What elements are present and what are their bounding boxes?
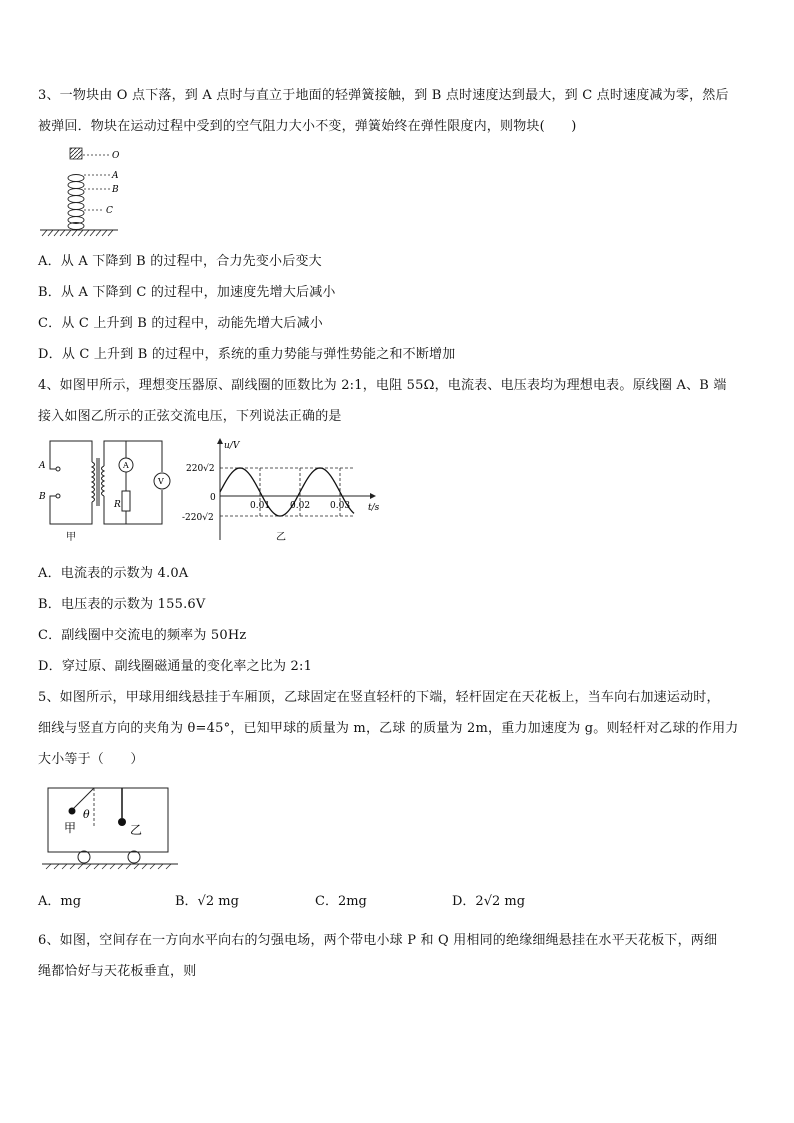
q4-stem-line1: 4、如图甲所示，理想变压器原、副线圈的匝数比为 2:1，电阻 55Ω，电流表、电压表均为理想电表。原线圈 A、B 端: [38, 378, 727, 393]
label-C: C: [106, 206, 113, 216]
q4-voltage-graph: [182, 436, 382, 548]
q3-option-a: A．从 A 下降到 B 的过程中，合力先变小后变大: [38, 254, 322, 269]
q5-option-b: B．√2 mg: [175, 894, 239, 909]
q4-option-d: D．穿过原、副线圈磁通量的变化率之比为 2:1: [38, 659, 313, 674]
block: [70, 148, 82, 159]
q3-stem-line2: 被弹回．物块在运动过程中受到的空气阻力大小不变，弹簧始终在弹性限度内，则物块( ): [38, 119, 577, 134]
voltmeter-label: V: [158, 477, 164, 486]
q3-stem-line1: 3、一物块由 O 点下落，到 A 点时与直立于地面的轻弹簧接触，到 B 点时速度达到最大，到 C 点时速度减为零，然后: [38, 88, 729, 103]
q4-option-a: A．电流表的示数为 4.0A: [38, 566, 189, 581]
tick-002: 0.02: [290, 501, 311, 511]
tick-001: 0.01: [250, 501, 271, 511]
q5-stem-line3: 大小等于（ ）: [38, 752, 144, 767]
circuit-caption: 甲: [66, 532, 76, 543]
resistor-label: R: [114, 500, 121, 510]
q5-cart-figure: [42, 780, 182, 872]
graph-caption: 乙: [276, 532, 286, 543]
label-B: B: [112, 185, 119, 195]
q6-stem-line2: 绳都恰好与天花板垂直，则: [38, 964, 197, 979]
ymin-label: -220√2: [182, 513, 214, 523]
q4-circuit-figure: [36, 436, 184, 548]
terminal-B: B: [39, 492, 46, 502]
q3-option-d: D．从 C 上升到 B 的过程中，系统的重力势能与弹性势能之和不断增加: [38, 347, 456, 362]
ball-yi-label: 乙: [130, 823, 143, 837]
origin-label: 0: [210, 493, 216, 503]
ground-hatch: [42, 230, 113, 236]
theta-label: θ: [83, 808, 90, 821]
q5-stem-line2: 细线与竖直方向的夹角为 θ=45°，已知甲球的质量为 m，乙球 的质量为 2m，重力加速度为 g。则轻杆对乙球的作用力: [38, 721, 739, 736]
q5-options: [38, 890, 758, 908]
spring: [68, 175, 84, 230]
q6-stem-line1: 6、如图，空间存在一方向水平向右的匀强电场，两个带电小球 P 和 Q 用相同的绝缘细绳悬挂在水平天花板下，两细: [38, 933, 718, 948]
q4-option-b: B．电压表的示数为 155.6V: [38, 597, 206, 612]
q3-option-c: C．从 C 上升到 B 的过程中，动能先增大后减小: [38, 316, 323, 331]
q5-option-d: D．2√2 mg: [452, 894, 526, 909]
y-axis-label: u/V: [224, 441, 240, 451]
q4-option-c: C．副线圈中交流电的频率为 50Hz: [38, 628, 247, 643]
ball-jia-label: 甲: [64, 821, 77, 835]
label-O: O: [112, 151, 120, 161]
q4-stem-line2: 接入如图乙所示的正弦交流电压，下列说法正确的是: [38, 409, 342, 424]
ymax-label: 220√2: [186, 464, 215, 474]
ammeter-label: A: [123, 461, 129, 470]
q5-stem-line1: 5、如图所示，甲球用细线悬挂于车厢顶，乙球固定在竖直轻杆的下端，轻杆固定在天花板上，当车向右加速运动时，: [38, 690, 720, 705]
q3-spring-figure: [38, 142, 138, 238]
tick-003: 0.03: [330, 501, 351, 511]
x-axis-label: t/s: [368, 503, 380, 513]
terminal-A: A: [39, 461, 46, 471]
q5-option-a: A．mg: [38, 894, 82, 909]
q5-option-c: C．2mg: [315, 894, 367, 909]
label-A: A: [112, 171, 119, 181]
q3-option-b: B．从 A 下降到 C 的过程中，加速度先增大后减小: [38, 285, 336, 300]
